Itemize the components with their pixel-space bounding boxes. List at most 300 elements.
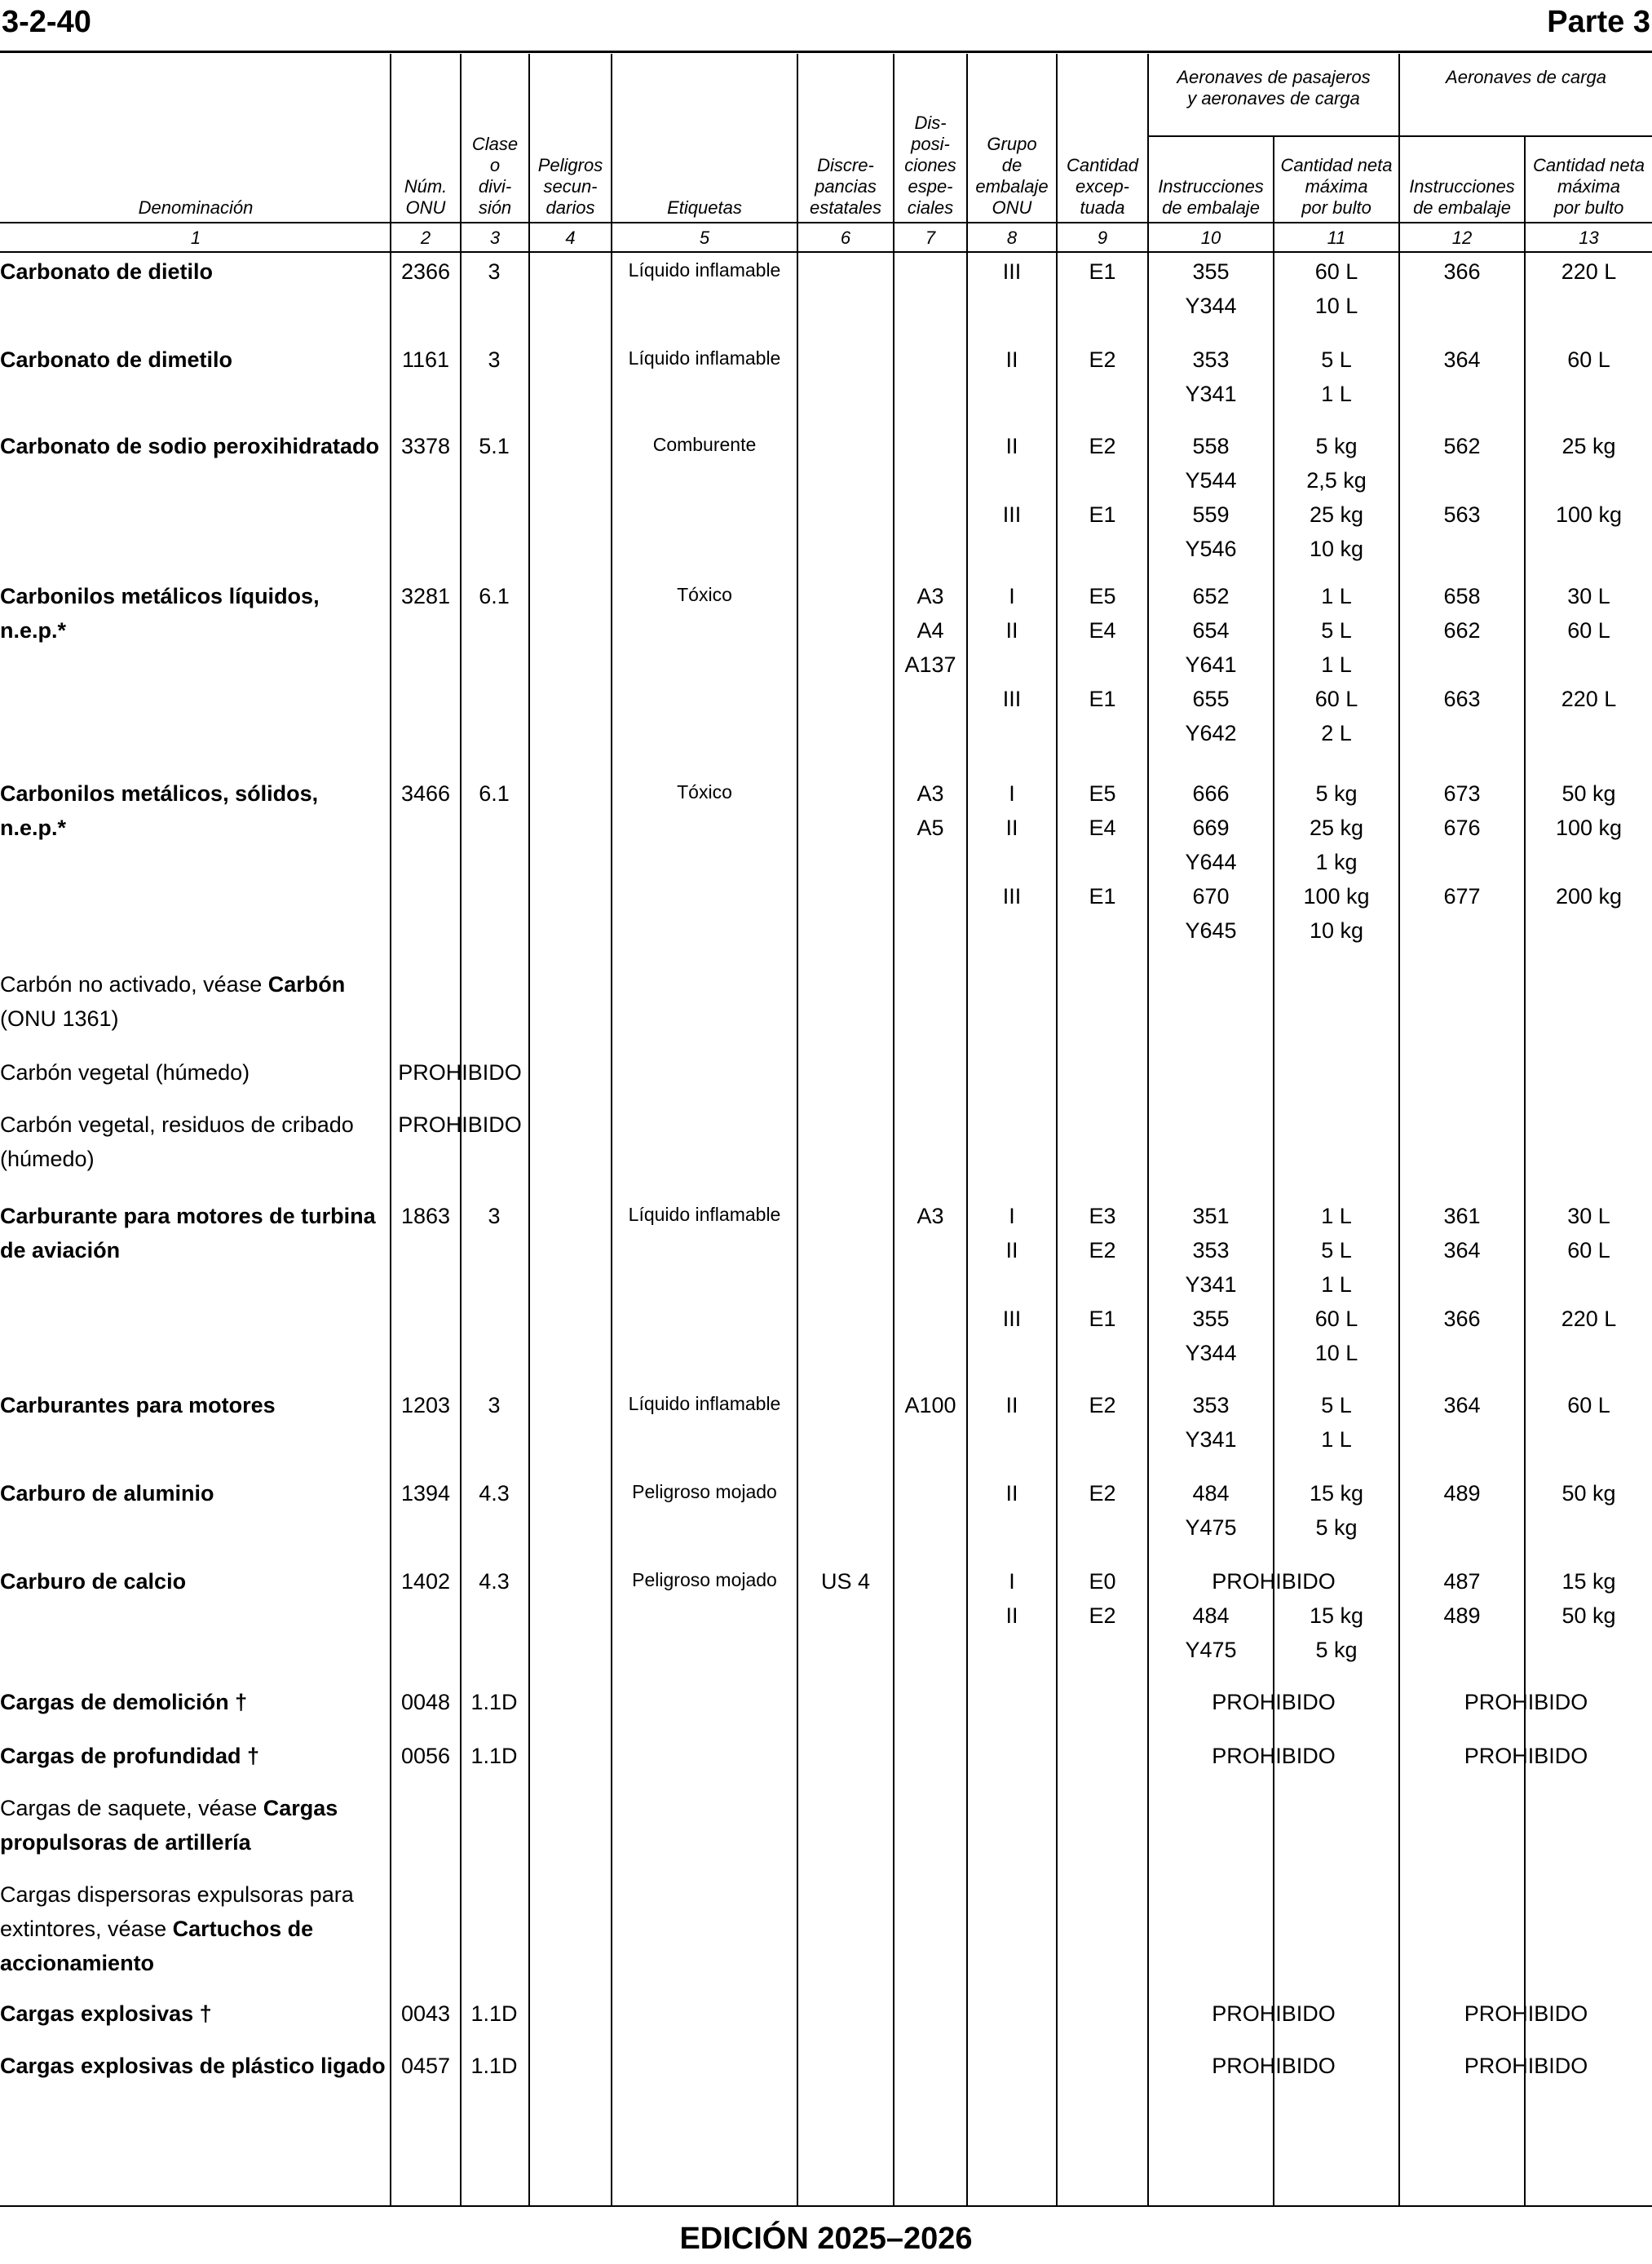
packing-group [968,579,1056,750]
hazard-label: Tóxico [677,781,732,803]
pax-packing-instruction-line: 666 [1192,781,1230,806]
column-number-10: 10 [1200,228,1221,248]
packing-group [968,429,1056,566]
excepted-quantity-line [1058,463,1147,497]
pax-packing-instruction-line: 355 [1192,259,1230,284]
cargo-packing-instruction-line [1400,1267,1524,1302]
substance-name: Cargas de profundidad † [0,1744,260,1768]
pax-max-net-quantity-line: 60 L [1314,1307,1358,1331]
pax-max-net-quantity-line: 10 L [1314,1341,1358,1365]
cargo-packing-instruction-line: 366 [1443,1307,1481,1331]
excepted-quantity-line: E1 [1089,1307,1116,1331]
part-label: Parte 3 [1547,5,1650,39]
cargo-max-net-quantity-line: 100 kg [1555,502,1623,527]
class-division: 1.1D [470,1690,518,1714]
prohibited-notice: PROHIBIDO [398,1112,522,1137]
pax-max-net-quantity [1274,776,1398,948]
cargo-max-net-quantity-line [1526,648,1652,682]
un-number: 3281 [400,584,451,608]
cargo-max-net-quantity-line [1526,716,1652,750]
special-provisions [894,776,966,845]
cargo-max-net-quantity-line: 220 L [1561,1307,1617,1331]
excepted-quantity-line: E3 [1089,1204,1116,1228]
name-text: Carbón no activado, véase [0,972,268,997]
column-number-13: 13 [1579,228,1599,248]
excepted-quantity-line [1058,1633,1147,1667]
pax-packing-instruction-line: 353 [1192,1393,1230,1417]
pax-max-net-quantity-line: 5 kg [1315,1638,1358,1662]
name-text: Cargas de saquete, véase [0,1796,263,1820]
cargo-packing-instruction-line: 662 [1443,618,1481,643]
un-number: 0457 [400,2054,451,2078]
pax-packing-instruction-line: Y645 [1185,918,1237,943]
column-number-7: 7 [925,228,936,248]
pax-max-net-quantity-line: 25 kg [1309,816,1364,840]
column-header-3: Clase o divi- sión [471,134,519,218]
page-header [0,0,1652,52]
pax-packing-instruction [1149,1388,1273,1457]
cargo-max-net-quantity-line: 30 L [1567,1204,1610,1228]
excepted-quantity-line: E2 [1089,1603,1116,1628]
cargo-packing-instruction-line [1400,845,1524,879]
column-header-10: Instrucciones de embalaje [1158,176,1264,218]
substance-name [0,1108,390,1176]
cargo-max-net-quantity-line [1526,1510,1652,1545]
column-number-4: 4 [565,228,576,248]
packing-group-line: II [1005,1481,1018,1506]
cargo-max-net-quantity [1526,1388,1652,1457]
packing-group [968,1388,1056,1457]
packing-group-line: II [1005,347,1018,372]
pax-max-net-quantity [1274,579,1398,750]
pax-max-net-quantity-line: 100 kg [1303,884,1370,909]
pax-packing-instruction-line: 353 [1192,1238,1230,1262]
pax-max-net-quantity [1274,1476,1398,1545]
pax-packing-instruction-line: 558 [1192,434,1230,458]
pax-max-net-quantity-line: 2,5 kg [1306,468,1367,493]
substance-name: Carburo de calcio [0,1569,187,1594]
hazard-label: Peligroso mojado [632,1481,777,1502]
excepted-quantity-line: E2 [1089,1238,1116,1262]
packing-group-line: I [1009,1569,1015,1594]
cargo-packing-instruction [1400,776,1524,948]
column-header-9: Cantidad excep- tuada [1066,155,1139,218]
cargo-packing-instruction-line: 663 [1443,687,1481,711]
cargo-packing-instruction-line [1400,463,1524,497]
packing-group-line: I [1009,781,1015,806]
column-number-6: 6 [840,228,851,248]
class-division: 1.1D [470,2001,518,2026]
cargo-packing-instruction-line [1400,913,1524,948]
excepted-quantity [1058,429,1147,566]
excepted-quantity-line [1058,1267,1147,1302]
cargo-packing-instruction [1400,429,1524,566]
pax-max-net-quantity-line: 60 L [1314,259,1358,284]
pax-max-net-quantity-line: 15 kg [1309,1481,1364,1506]
group-header-cargo: Aeronaves de carga [1446,67,1606,87]
hazard-label: Peligroso mojado [632,1569,777,1590]
excepted-quantity [1058,343,1147,411]
column-header-7: Dis- posi- ciones espe- ciales [904,113,956,218]
pax-packing-instruction [1149,254,1273,323]
pax-max-net-quantity-line: 15 kg [1309,1603,1364,1628]
column-header-8: Grupo de embalaje ONU [975,134,1049,218]
special-provisions-line: A3 [917,781,944,806]
cargo-packing-instruction-line: 489 [1443,1603,1481,1628]
cargo-packing-instruction-line [1400,1336,1524,1370]
pax-packing-instruction-line: Y475 [1185,1638,1237,1662]
cargo-max-net-quantity-line: 220 L [1561,687,1617,711]
substance-name: Carbonilos metálicos, sólidos, n.e.p.* [0,781,319,840]
pax-prohibited: PROHIBIDO [1212,2054,1336,2078]
cargo-prohibited: PROHIBIDO [1464,1744,1588,1768]
prohibited-notice: PROHIBIDO [398,1060,522,1085]
substance-name: Carbonato de sodio peroxihidratado [0,434,380,458]
class-division: 4.3 [479,1481,510,1506]
class-division: 5.1 [479,434,510,458]
cargo-packing-instruction-line: 673 [1443,781,1481,806]
un-number: 1161 [401,347,450,372]
column-number-12: 12 [1451,228,1473,248]
pax-packing-instruction-line: 353 [1192,347,1230,372]
cargo-max-net-quantity-line: 100 kg [1555,816,1623,840]
excepted-quantity-line: E0 [1089,1569,1116,1594]
cargo-packing-instruction-line: 562 [1443,434,1481,458]
excepted-quantity [1058,254,1147,323]
header-bottom-rule [0,222,1652,223]
cargo-packing-instruction-line: 658 [1443,584,1481,608]
substance-name: Cargas explosivas † [0,2001,212,2026]
packing-group-line [968,1633,1056,1667]
cargo-packing-instruction-line [1400,1510,1524,1545]
column-header-13: Cantidad neta máxima por bulto [1533,155,1645,218]
packing-group-line: II [1005,816,1018,840]
excepted-quantity-line: E1 [1089,259,1116,284]
substance-name [0,1791,390,1859]
cargo-max-net-quantity [1526,1476,1652,1545]
packing-group-line: II [1005,618,1018,643]
pax-packing-instruction-line: 669 [1192,816,1230,840]
special-provisions-line: A3 [917,584,944,608]
pax-max-net-quantity [1274,429,1398,566]
packing-group-line [968,913,1056,948]
page-number: 3-2-40 [2,5,91,39]
packing-group-line: II [1005,1603,1018,1628]
class-division: 3 [488,259,501,284]
column-header-4: Peligros secun- darios [537,155,603,218]
substance-name [0,967,390,1036]
excepted-quantity [1058,1476,1147,1545]
packing-group-line [968,289,1056,323]
pax-max-net-quantity-line: 5 L [1321,1393,1352,1417]
excepted-quantity-line: E4 [1089,618,1116,643]
name-see-reference: Cargas propulsoras de artillería [0,1796,338,1855]
excepted-quantity-line [1058,716,1147,750]
cargo-max-net-quantity [1526,254,1652,323]
substance-name [0,1055,390,1090]
cargo-max-net-quantity-line: 50 kg [1561,781,1616,806]
column-header-12: Instrucciones de embalaje [1409,176,1515,218]
pax-max-net-quantity [1274,343,1398,411]
cargo-packing-instruction-line [1400,716,1524,750]
pax-packing-instruction-line: 670 [1192,884,1230,909]
cargo-packing-instruction-line [1400,289,1524,323]
packing-group [968,1564,1056,1667]
excepted-quantity [1058,776,1147,948]
pax-packing-instruction-line: Y341 [1185,382,1237,406]
class-division: 6.1 [479,781,510,806]
cargo-max-net-quantity-line: 200 kg [1555,884,1623,909]
hazard-label: Tóxico [677,584,732,605]
excepted-quantity-line: E2 [1089,1393,1116,1417]
packing-group-line: III [1002,884,1022,909]
excepted-quantity-line: E4 [1089,816,1116,840]
cargo-packing-instruction [1400,1199,1524,1370]
name-text: Carbón vegetal (húmedo) [0,1060,250,1085]
un-number: 0056 [400,1744,451,1768]
footer-rule [0,2205,1652,2207]
substance-name [0,1877,390,1980]
packing-group-line: II [1005,434,1018,458]
pax-prohibited: PROHIBIDO [1212,1690,1336,1714]
un-number: 0048 [400,1690,451,1714]
substance-name: Carburantes para motores [0,1393,276,1417]
column-header-5: Etiquetas [667,197,742,218]
pax-max-net-quantity-line: 5 L [1321,618,1352,643]
packing-group-line: III [1002,1307,1022,1331]
cargo-packing-instruction-line: 676 [1443,816,1481,840]
cargo-prohibited: PROHIBIDO [1464,1690,1588,1714]
cargo-max-net-quantity-line [1526,845,1652,879]
cargo-packing-instruction-line: 364 [1443,1238,1481,1262]
name-text: Cargas dispersoras expulsoras para extintores, véase [0,1882,354,1941]
pax-packing-instruction [1149,1199,1273,1370]
packing-group-line [968,1422,1056,1457]
class-division: 1.1D [470,2054,518,2078]
cargo-packing-instruction [1400,1564,1524,1667]
cargo-packing-instruction [1400,254,1524,323]
packing-group-line [968,716,1056,750]
class-division: 3 [488,1204,501,1228]
packing-group-line [968,648,1056,682]
cargo-max-net-quantity-line [1526,1267,1652,1302]
cargo-max-net-quantity-line [1526,913,1652,948]
cargo-max-net-quantity-line: 30 L [1567,584,1610,608]
packing-group-line [968,1510,1056,1545]
excepted-quantity [1058,1199,1147,1370]
packing-group [968,1476,1056,1545]
substance-name: Cargas explosivas de plástico ligado [0,2054,386,2078]
un-number: 1863 [400,1204,451,1228]
cargo-packing-instruction-line [1400,1422,1524,1457]
cargo-max-net-quantity-line [1526,377,1652,411]
cargo-prohibited: PROHIBIDO [1464,2001,1588,2026]
packing-group-line: I [1009,584,1015,608]
pax-max-net-quantity-line: 5 L [1321,1238,1352,1262]
packing-group-line: III [1002,259,1022,284]
state-variation: US 4 [820,1569,871,1594]
cargo-max-net-quantity-line [1526,1422,1652,1457]
cargo-packing-instruction-line [1400,377,1524,411]
column-header-1: Denominación [138,197,254,218]
pax-max-net-quantity-line: 1 L [1321,1272,1352,1297]
cargo-max-net-quantity [1526,776,1652,948]
pax-prohibited: PROHIBIDO [1212,1569,1336,1594]
un-number: 1402 [400,1569,451,1594]
cargo-max-net-quantity [1526,429,1652,566]
packing-group-line: I [1009,1204,1015,1228]
cargo-max-net-quantity [1526,343,1652,411]
special-provisions-line: A137 [904,652,956,677]
excepted-quantity-line: E1 [1089,687,1116,711]
cargo-packing-instruction-line: 364 [1443,347,1481,372]
column-number-8: 8 [1006,228,1018,248]
pax-max-net-quantity-line: 10 kg [1309,537,1364,561]
un-number: 1203 [400,1393,451,1417]
column-number-3: 3 [489,228,501,248]
column-number-11: 11 [1327,228,1346,248]
substance-name: Carburante para motores de turbina de aviación [0,1204,376,1262]
cargo-max-net-quantity-line [1526,463,1652,497]
pax-packing-instruction-line: Y344 [1185,1341,1237,1365]
excepted-quantity-line [1058,377,1147,411]
special-provisions-line: A100 [904,1393,956,1417]
cargo-max-net-quantity-line: 60 L [1567,347,1610,372]
excepted-quantity [1058,1388,1147,1457]
pax-prohibited: PROHIBIDO [1212,1744,1336,1768]
class-division: 4.3 [479,1569,510,1594]
pax-max-net-quantity-line: 10 L [1314,294,1358,318]
packing-group-line: II [1005,1393,1018,1417]
pax-packing-instruction-line: 484 [1192,1603,1230,1628]
pax-packing-instruction-line: 655 [1192,687,1230,711]
pax-packing-instruction-line: 484 [1192,1481,1230,1506]
column-rule [797,54,798,2207]
column-rule [893,54,894,2207]
cargo-packing-instruction-line: 487 [1443,1569,1481,1594]
pax-max-net-quantity-line: 5 kg [1315,781,1358,806]
pax-max-net-quantity [1274,1388,1398,1457]
excepted-quantity-line [1058,289,1147,323]
pax-packing-instruction-line: Y642 [1185,721,1237,745]
packing-group [968,343,1056,411]
special-provisions-line: A4 [917,618,944,643]
cargo-max-net-quantity-line: 60 L [1567,618,1610,643]
substance-name: Carbonato de dietilo [0,259,214,284]
special-provisions [894,579,966,682]
packing-group-line [968,1336,1056,1370]
excepted-quantity-line [1058,845,1147,879]
excepted-quantity-line: E2 [1089,434,1116,458]
un-number: 0043 [400,2001,451,2026]
packing-group-line [968,532,1056,566]
hazard-label: Líquido inflamable [628,347,781,369]
cargo-packing-instruction [1400,579,1524,750]
cargo-max-net-quantity-line: 60 L [1567,1238,1610,1262]
cargo-packing-instruction-line [1400,1633,1524,1667]
packing-group-line: II [1005,1238,1018,1262]
pax-packing-instruction-line: Y641 [1185,652,1237,677]
un-number: 3378 [400,434,451,458]
special-provisions [894,1199,966,1233]
pax-packing-instruction-line: Y341 [1185,1272,1237,1297]
class-division: 3 [488,1393,501,1417]
pax-packing-instruction-line: 652 [1192,584,1230,608]
pax-packing-instruction-line: 355 [1192,1307,1230,1331]
column-header-2: Núm. ONU [404,176,448,218]
cargo-packing-instruction-line: 563 [1443,502,1481,527]
pax-max-net-quantity-line: 5 kg [1315,434,1358,458]
cargo-prohibited: PROHIBIDO [1464,2054,1588,2078]
cargo-max-net-quantity-line: 25 kg [1561,434,1616,458]
packing-group [968,1199,1056,1370]
pax-packing-instruction [1149,343,1273,411]
pax-max-net-quantity-line: 60 L [1314,687,1358,711]
group-header-passenger: Aeronaves de pasajeros y aeronaves de carga [1177,67,1371,108]
packing-group-line [968,377,1056,411]
header-rule [0,51,1652,53]
cargo-max-net-quantity-line: 220 L [1561,259,1617,284]
pax-packing-instruction-line: 351 [1192,1204,1230,1228]
cargo-max-net-quantity-line [1526,1633,1652,1667]
pax-packing-instruction-line: Y475 [1185,1515,1237,1540]
cargo-max-net-quantity-line: 50 kg [1561,1481,1616,1506]
substance-name: Carburo de aluminio [0,1481,214,1506]
excepted-quantity-line: E1 [1089,502,1116,527]
excepted-quantity-line: E2 [1089,347,1116,372]
special-provisions [894,1388,966,1422]
pax-max-net-quantity [1274,254,1398,323]
pax-packing-instruction-line: Y544 [1185,468,1237,493]
pax-packing-instruction-line: 559 [1192,502,1230,527]
excepted-quantity-line [1058,1510,1147,1545]
cargo-packing-instruction-line: 366 [1443,259,1481,284]
excepted-quantity-line: E1 [1089,884,1116,909]
cargo-max-net-quantity-line: 50 kg [1561,1603,1616,1628]
packing-group-line: III [1002,687,1022,711]
excepted-quantity-line [1058,1336,1147,1370]
number-row-rule [0,251,1652,253]
pax-packing-instruction-line: Y546 [1185,537,1237,561]
excepted-quantity-line: E2 [1089,1481,1116,1506]
pax-max-net-quantity-line: 1 kg [1315,850,1358,874]
excepted-quantity-line [1058,1422,1147,1457]
edition-footer: EDICIÓN 2025–2026 [679,2222,973,2256]
pax-packing-instruction [1149,1476,1273,1545]
pax-packing-instruction-line: 654 [1192,618,1230,643]
name-text-tail: (ONU 1361) [0,1006,119,1031]
cargo-max-net-quantity-line: 15 kg [1561,1569,1616,1594]
cargo-max-net-quantity [1526,579,1652,750]
cargo-packing-instruction-line [1400,532,1524,566]
pax-max-net-quantity-line: 2 L [1321,721,1352,745]
excepted-quantity-line [1058,532,1147,566]
column-rule [611,54,612,2207]
name-text: Carbón vegetal, residuos de cribado (húmedo) [0,1112,354,1171]
pax-max-net-quantity-line: 1 L [1321,1204,1352,1228]
pax-max-net-quantity-line: 10 kg [1309,918,1364,943]
hazard-label: Líquido inflamable [628,1393,781,1414]
cargo-packing-instruction [1400,1388,1524,1457]
pax-prohibited: PROHIBIDO [1212,2001,1336,2026]
name-see-reference: Cartuchos de accionamiento [0,1917,314,1975]
cargo-packing-instruction-line: 677 [1443,884,1481,909]
cargo-packing-instruction-line: 361 [1443,1204,1481,1228]
cargo-max-net-quantity [1526,1564,1652,1667]
cargo-max-net-quantity-line: 60 L [1567,1393,1610,1417]
cargo-packing-instruction-line [1400,648,1524,682]
cargo-max-net-quantity-line [1526,1336,1652,1370]
